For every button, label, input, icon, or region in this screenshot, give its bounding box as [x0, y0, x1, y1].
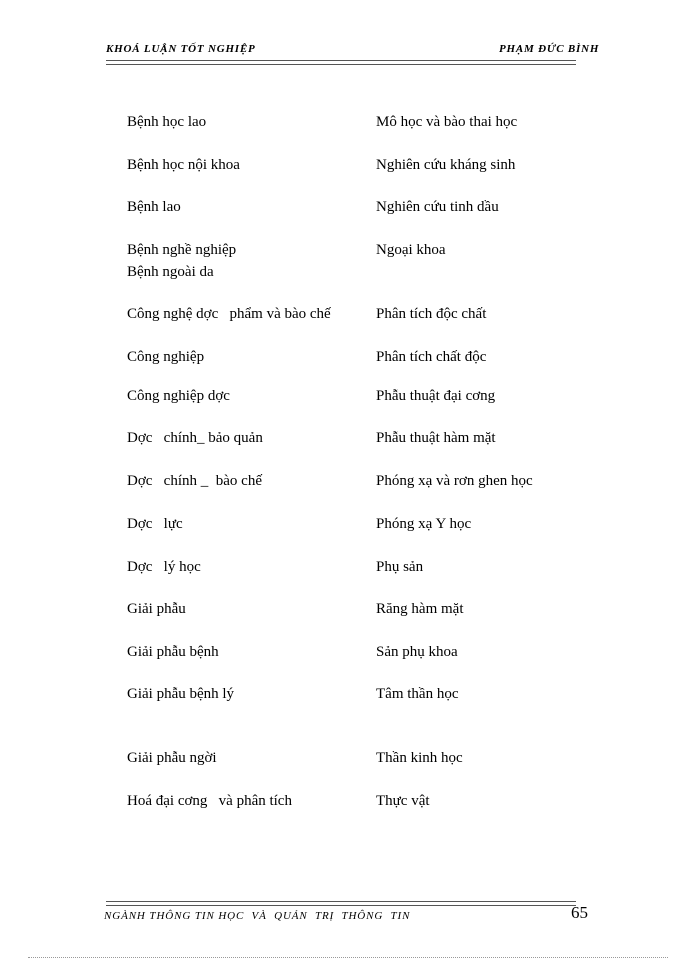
subject-right: Phân tích độc chất — [376, 306, 487, 322]
subject-right: Phẫu thuật đại cơng — [376, 388, 496, 404]
subject-right: Phân tích chất độc — [376, 349, 487, 365]
subject-right: Tâm thần học — [376, 686, 459, 702]
subject-left: Dợc chính_ bảo quản — [127, 430, 263, 446]
header-title: KHOÁ LUẬN TỐT NGHIỆP — [106, 43, 256, 55]
subject-left: Bệnh nghề nghiệp — [127, 242, 237, 258]
subject-left: Bệnh học nội khoa — [127, 157, 240, 173]
footer-department: NGÀNH THÔNG TIN HỌC VÀ QUẢN TRỊ THÔNG TIN — [104, 910, 411, 922]
subject-left: Công nghiệp dợc — [127, 388, 230, 404]
footer-rule — [106, 901, 576, 906]
subject-left: Công nghệ dợc phẩm và bào chế — [127, 306, 331, 322]
subject-left: Công nghiệp — [127, 349, 205, 365]
header-rule — [106, 60, 576, 65]
page-edge-divider — [28, 957, 668, 958]
subject-right: Mô học và bào thai học — [376, 114, 518, 130]
subject-right: Phóng xạ và rơn ghen học — [376, 473, 533, 489]
header-author: PHẠM ĐỨC BÌNH — [499, 43, 600, 55]
subject-right: Phóng xạ Y học — [376, 516, 472, 532]
subject-right: Nghiên cứu tinh dầu — [376, 199, 499, 215]
subject-right: Thực vật — [376, 793, 430, 809]
subject-left: Bệnh ngoài da — [127, 264, 214, 280]
subject-left: Dợc chính _ bào chế — [127, 473, 262, 489]
subject-right: Nghiên cứu kháng sinh — [376, 157, 516, 173]
subject-left: Giải phẫu bệnh lý — [127, 686, 235, 702]
subject-left: Giải phẫu ngời — [127, 750, 217, 766]
subject-left: Dợc lực — [127, 516, 183, 532]
subject-right: Thần kinh học — [376, 750, 463, 766]
subject-right: Răng hàm mặt — [376, 601, 464, 617]
page-number: 65 — [571, 903, 588, 922]
subject-left: Giải phẫu bệnh — [127, 644, 219, 660]
subject-left: Hoá đại cơng và phân tích — [127, 793, 292, 809]
subject-right: Phụ sản — [376, 559, 424, 575]
subject-right: Phẫu thuật hàm mặt — [376, 430, 496, 446]
subject-left: Giải phẫu — [127, 601, 186, 617]
subject-left: Bệnh học lao — [127, 114, 207, 130]
subject-right: Ngoại khoa — [376, 242, 446, 258]
subject-left: Bệnh lao — [127, 199, 181, 215]
subject-right: Sản phụ khoa — [376, 644, 458, 660]
subject-left: Dợc lý học — [127, 559, 201, 575]
